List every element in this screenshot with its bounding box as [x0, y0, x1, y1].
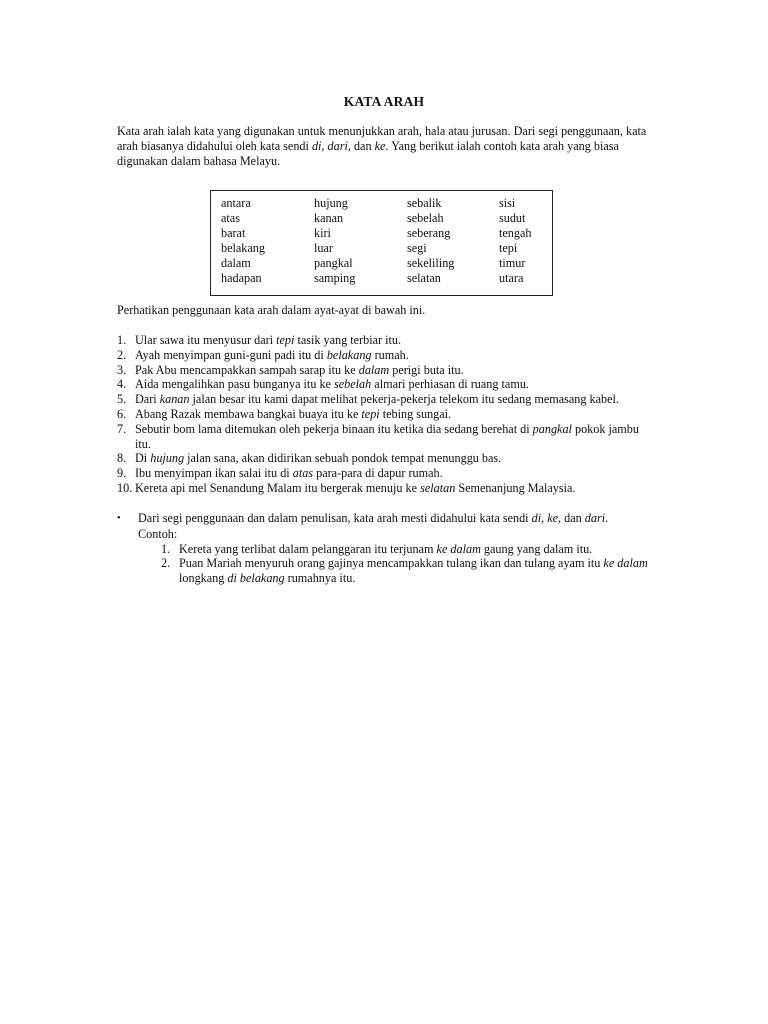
sentence-direction-word: selatan — [420, 480, 456, 495]
word-cell: seberang — [407, 226, 451, 240]
sentence-direction-word: tepi — [276, 333, 295, 347]
sentence-part: Di — [135, 451, 151, 466]
sentence-part: Ular sawa itu menyusur dari — [135, 333, 277, 347]
word-cell: utara — [499, 271, 524, 285]
intro-text-4: . Yang berikut ialah contoh kata arah yang biasa digunakan dalam bahasa Melayu. — [117, 138, 619, 168]
sentence-text — [135, 451, 657, 466]
word-cell: hadapan — [221, 271, 262, 285]
sentence-direction-word: tepi — [361, 406, 380, 421]
sentence-number: 3. — [117, 362, 127, 377]
sentence-part: Ibu menyimpan ikan salai itu di — [135, 466, 293, 481]
sentence-item — [117, 407, 657, 422]
example-item — [161, 542, 657, 557]
sentence-text — [135, 407, 657, 422]
sentence-number: 6. — [117, 406, 127, 421]
example-text — [179, 542, 657, 557]
sentence-item — [117, 348, 657, 363]
word-cell: kanan — [314, 211, 344, 225]
bullet-text-2: , — [541, 511, 548, 525]
word-cell: kiri — [314, 226, 331, 240]
sentence-text — [135, 363, 657, 378]
sentence-number: 1. — [117, 333, 127, 347]
sentence-part: perigi buta itu. — [389, 362, 464, 377]
intro-emph-1: di — [311, 138, 322, 153]
word-cell: barat — [221, 226, 246, 240]
note-text: Perhatikan penggunaan kata arah dalam ayat-ayat di bawah ini. — [117, 303, 426, 317]
bullet-section — [117, 511, 657, 586]
example-part: longkang — [179, 571, 228, 586]
word-cell: antara — [221, 196, 251, 210]
sentence-part: Pak Abu mencampakkan sampah sarap itu ke — [135, 362, 359, 377]
bullet-emph-1: di — [531, 511, 542, 525]
sentence-part: Sebutir bom lama ditemukan oleh pekerja binaan itu ketika dia sedang berehat di — [135, 421, 533, 436]
sentence-number: 5. — [117, 392, 127, 407]
intro-text-2: , — [321, 138, 328, 153]
sentence-part: Kereta api mel Senandung Malam itu bergerak menuju ke — [135, 480, 421, 495]
sentence-part: Aida mengalihkan pasu bunganya itu ke — [135, 377, 335, 392]
word-cell: segi — [407, 241, 427, 255]
sentence-item — [117, 333, 657, 348]
word-cell: sudut — [499, 211, 526, 225]
sentence-direction-word: pangkal — [532, 421, 572, 436]
example-emph: di belakang — [227, 571, 285, 586]
sentence-item — [117, 451, 657, 466]
example-emph: ke dalam — [436, 541, 481, 556]
sentence-number: 9. — [117, 466, 127, 481]
sentence-part: para-para di dapur rumah. — [313, 466, 443, 481]
intro-text-1: Kata arah ialah kata yang digunakan untuk menunjukkan arah, hala atau jurusan. Dari segi penggunaan, kata arah biasanya didahului oleh kata sendi — [117, 124, 647, 153]
word-cell: sisi — [499, 196, 516, 210]
example-number: 2. — [161, 556, 171, 571]
sentence-item — [117, 481, 657, 496]
example-emph: ke dalam — [603, 556, 648, 571]
bullet-emph-2: ke — [547, 511, 559, 525]
example-list — [161, 542, 657, 586]
example-part: gaung yang dalam itu. — [480, 541, 593, 556]
intro-paragraph — [117, 124, 657, 168]
bullet-text-1: Dari segi penggunaan dan dalam penulisan, kata arah mesti didahului kata sendi — [138, 511, 532, 525]
intro-emph-2: dari — [327, 138, 348, 153]
sentence-text — [135, 481, 657, 496]
sentence-direction-word: kanan — [159, 392, 190, 407]
sentence-part: jalan besar itu kami dapat melihat pekerja-pekerja telekom itu sedang memasang kabel. — [189, 392, 619, 407]
word-cell: samping — [314, 271, 356, 285]
sentence-part: Abang Razak membawa bangkai buaya itu ke — [135, 406, 362, 421]
sentence-part: Dari — [135, 392, 160, 407]
bullet-row — [117, 511, 657, 527]
bullet-text-3: , dan — [558, 511, 585, 525]
word-cell: belakang — [221, 241, 265, 255]
sentence-text — [135, 348, 657, 363]
word-cell: hujung — [314, 196, 348, 210]
sentence-number: 4. — [117, 377, 127, 392]
bullet-emph-3: dari — [584, 511, 606, 525]
sentence-item — [117, 422, 657, 452]
sentence-item — [117, 377, 657, 392]
bullet-text — [138, 511, 657, 527]
intro-emph-3: ke — [374, 138, 386, 153]
sentence-text — [135, 333, 657, 348]
sentence-direction-word: hujung — [150, 451, 185, 466]
bullet-icon: • — [117, 513, 121, 524]
sentence-number: 10. — [117, 480, 133, 495]
sentence-number: 7. — [117, 421, 127, 436]
word-cell: selatan — [407, 271, 441, 285]
sentence-item — [117, 392, 657, 407]
sentence-direction-word: belakang — [326, 347, 372, 362]
example-part: Kereta yang terlibat dalam pelanggaran itu terjunam — [179, 541, 437, 556]
sentence-part: Ayah menyimpan guni-guni padi itu di — [135, 347, 327, 362]
sentence-number: 8. — [117, 451, 127, 466]
word-cell: tengah — [499, 226, 532, 240]
sentence-text — [135, 422, 657, 452]
word-table — [221, 196, 559, 286]
sentence-part: tasik yang terbiar itu. — [294, 333, 402, 347]
word-cell: atas — [221, 211, 240, 225]
example-number: 1. — [161, 541, 171, 556]
sentence-text — [135, 377, 657, 392]
sentence-part: tebing sungai. — [379, 406, 452, 421]
sentence-part: rumah. — [371, 347, 409, 362]
sentence-direction-word: dalam — [358, 362, 390, 377]
example-text — [179, 556, 657, 586]
word-cell: luar — [314, 241, 333, 255]
page-title: KATA ARAH — [343, 94, 425, 109]
sentence-part: Semenanjung Malaysia. — [455, 480, 576, 495]
sentence-text — [135, 392, 657, 407]
sentence-direction-word: atas — [292, 466, 314, 481]
word-cell: pangkal — [314, 256, 353, 270]
sentence-part: jalan sana, akan didirikan sebuah pondok tempat menunggu bas. — [184, 451, 502, 466]
contoh-label: Contoh: — [138, 526, 178, 541]
sentence-list — [117, 333, 657, 496]
word-cell: sebelah — [407, 211, 444, 225]
example-part: Puan Mariah menyuruh orang gajinya mencampakkan tulang ikan dan tulang ayam itu — [179, 556, 604, 571]
sentence-part: pokok jambu itu. — [135, 421, 639, 451]
word-cell: dalam — [221, 256, 251, 270]
sentence-number: 2. — [117, 347, 127, 362]
example-item — [161, 556, 657, 586]
sentence-direction-word: sebelah — [334, 377, 372, 392]
sentence-item — [117, 466, 657, 481]
word-cell: sekeliling — [407, 256, 455, 270]
word-cell: sebalik — [407, 196, 442, 210]
bullet-text-4: . — [605, 511, 609, 525]
intro-text-3: , dan — [347, 138, 375, 153]
word-cell: timur — [499, 256, 526, 270]
word-table-box — [210, 190, 553, 296]
sentence-text — [135, 466, 657, 481]
word-cell: tepi — [499, 241, 518, 255]
example-part: rumahnya itu. — [284, 571, 356, 586]
sentence-part: almari perhiasan di ruang tamu. — [371, 377, 529, 392]
sentence-item — [117, 363, 657, 378]
